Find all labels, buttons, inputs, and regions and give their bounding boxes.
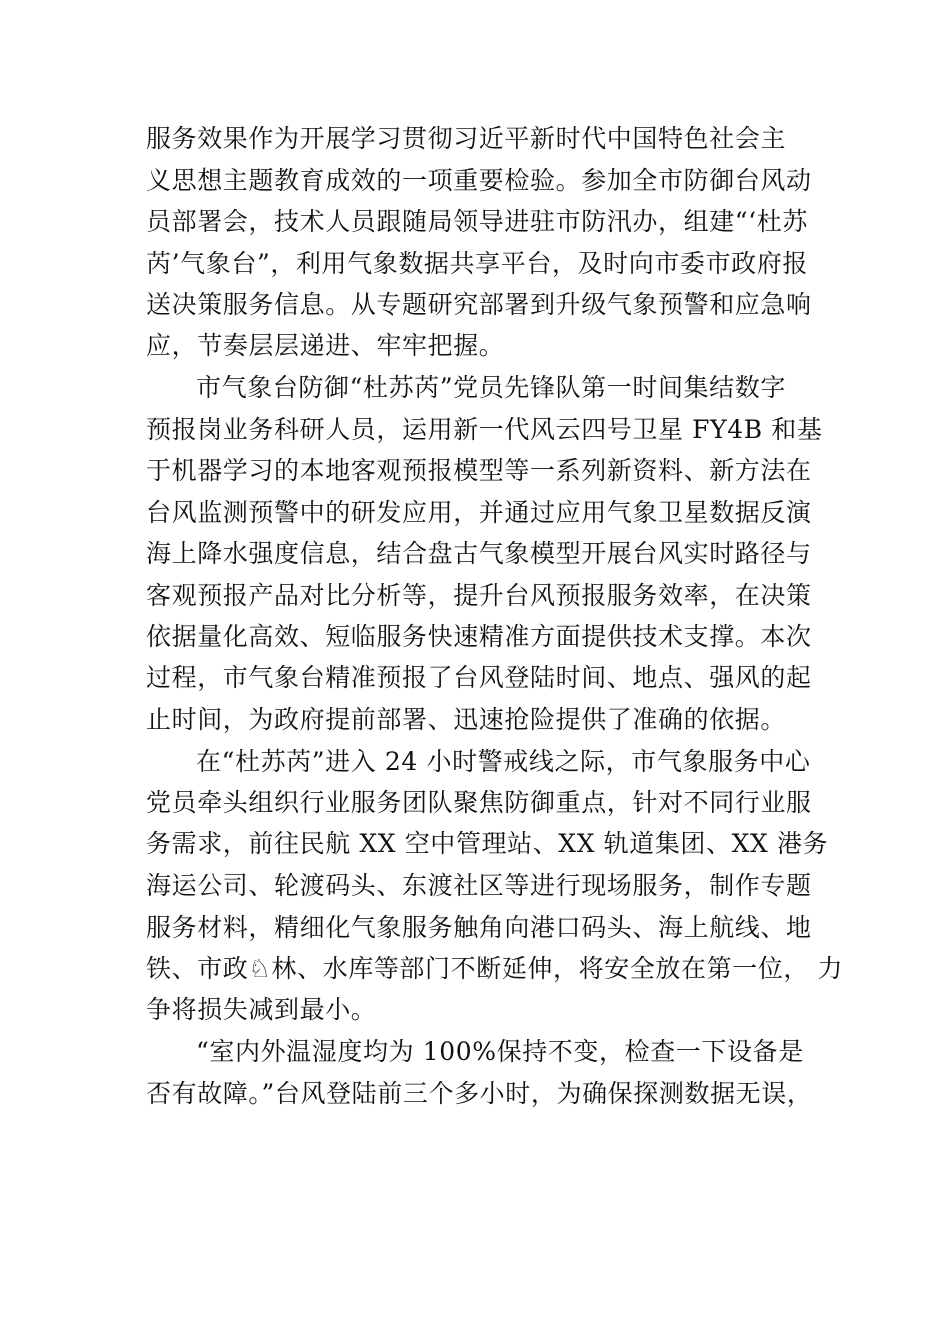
text-line: 海运公司、轮渡码头、东渡社区等进行现场服务，制作专题 — [146, 871, 812, 900]
text-line: 党员牵头组织行业服务团队聚焦防御重点，针对不同行业服 — [146, 788, 812, 817]
text-line: 送决策服务信息。从专题研究部署到升级气象预警和应急响 — [146, 290, 812, 319]
text-line: 台风监测预警中的研发应用，并通过应用气象卫星数据反演 — [146, 498, 812, 527]
text-line: 否有故障。”台风登陆前三个多小时，为确保探测数据无误， — [146, 1079, 813, 1108]
text-line: 铁、市政♘林、水库等部门不断延伸，将安全放在第一位， 力 — [146, 954, 844, 983]
text-line: 于机器学习的本地客观预报模型等一系列新资料、新方法在 — [146, 456, 812, 485]
text-line: “室内外温湿度均为 100%保持不变，检查一下设备是 — [196, 1037, 804, 1066]
text-line: 务需求，前往民航 XX 空中管理站、XX 轨道集团、XX 港务 — [146, 829, 829, 858]
text-line: 依据量化高效、短临服务快速精准方面提供技术支撑。本次 — [146, 622, 812, 651]
text-line: 义思想主题教育成效的一项重要检验。参加全市防御台风动 — [146, 166, 812, 195]
text-line: 应，节奏层层递进、牢牢把握。 — [146, 331, 505, 360]
text-line: 芮’气象台”，利用气象数据共享平台，及时向市委市政府报 — [146, 249, 808, 278]
text-line: 在“杜苏芮”进入 24 小时警戒线之际，市气象服务中心 — [196, 747, 811, 776]
text-line: 争将损失减到最小。 — [146, 995, 377, 1024]
text-line: 市气象台防御“杜苏芮”党员先锋队第一时间集结数字 — [196, 373, 786, 402]
text-line: 止时间，为政府提前部署、迅速抢险提供了准确的依据。 — [146, 705, 787, 734]
text-line: 预报岗业务科研人员，运用新一代风云四号卫星 FY4B 和基 — [146, 415, 823, 444]
text-line: 客观预报产品对比分析等，提升台风预报服务效率，在决策 — [146, 581, 812, 610]
text-line: 海上降水强度信息，结合盘古气象模型开展台风实时路径与 — [146, 539, 812, 568]
text-line: 服务材料，精细化气象服务触角向港口码头、海上航线、地 — [146, 913, 812, 942]
text-line: 过程，市气象台精准预报了台风登陆时间、地点、强风的起 — [146, 663, 812, 692]
text-line: 服务效果作为开展学习贯彻习近平新时代中国特色社会主 — [146, 124, 787, 153]
text-line: 员部署会，技术人员跟随局领导进驻市防汛办，组建“‘杜苏 — [146, 207, 808, 236]
